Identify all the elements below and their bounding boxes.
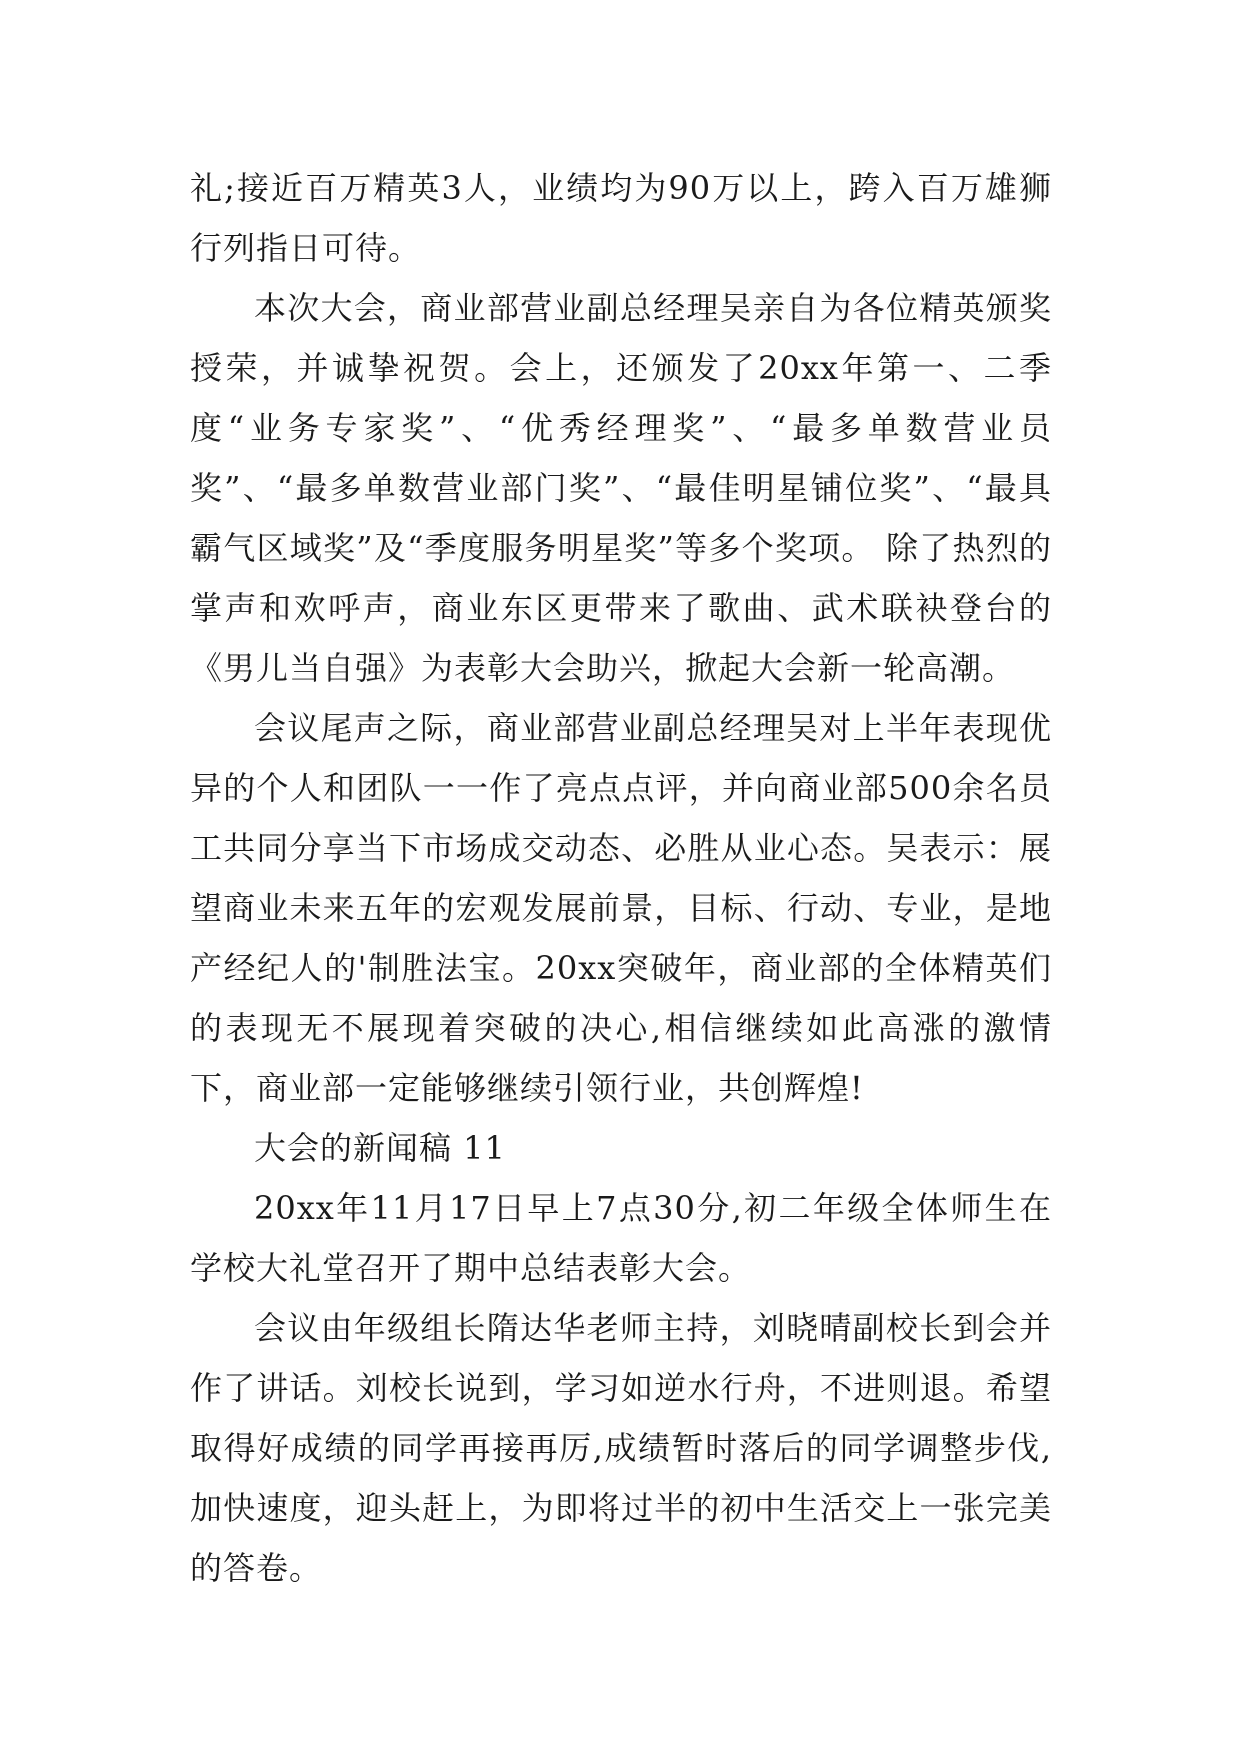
paragraph-continuation: 礼;接近百万精英3人，业绩均为90万以上，跨入百万雄狮行列指日可待。 [190,169,1052,267]
paragraph-principal-speech: 会议由年级组长隋达华老师主持，刘晓晴副校长到会并作了讲话。刘校长说到，学习如逆水行舟，不进则退。希望取得好成绩的同学再接再厉,成绩暂时落后的同学调整步伐,加快速度，迎头赶上，为即将过半的初中生活交上一张完美的答卷。 [190,1309,1052,1587]
document-body [190,158,1052,1598]
paragraph-school-meeting-date: 20xx年11月17日早上7点30分,初二年级全体师生在学校大礼堂召开了期中总结表彰大会。 [190,1189,1052,1287]
paragraph-meeting-closing: 会议尾声之际，商业部营业副总经理吴对上半年表现优异的个人和团队一一作了亮点点评，并向商业部500余名员工共同分享当下市场成交动态、必胜从业心态。吴表示：展望商业未来五年的宏观发展前景，目标、行动、专业，是地产经纪人的'制胜法宝。20xx突破年，商业部的全体精英们的表现无不展现着突破的决心,相信继续如此高涨的激情下，商业部一定能够继续引领行业，共创辉煌! [190,709,1052,1107]
section-heading: 大会的新闻稿 11 [254,1129,506,1167]
paragraph-award-ceremony: 本次大会，商业部营业副总经理吴亲自为各位精英颁奖授荣，并诚挚祝贺。会上，还颁发了20xx年第一、二季度“业务专家奖”、“优秀经理奖”、“最多单数营业员奖”、“最多单数营业部门奖”、“最佳明星铺位奖”、“最具霸气区域奖”及“季度服务明星奖”等多个奖项。 除了热烈的掌声和欢呼声，商业东区更带来了歌曲、武术联袂登台的《男儿当自强》为表彰大会助兴，掀起大会新一轮高潮。 [190,289,1052,687]
